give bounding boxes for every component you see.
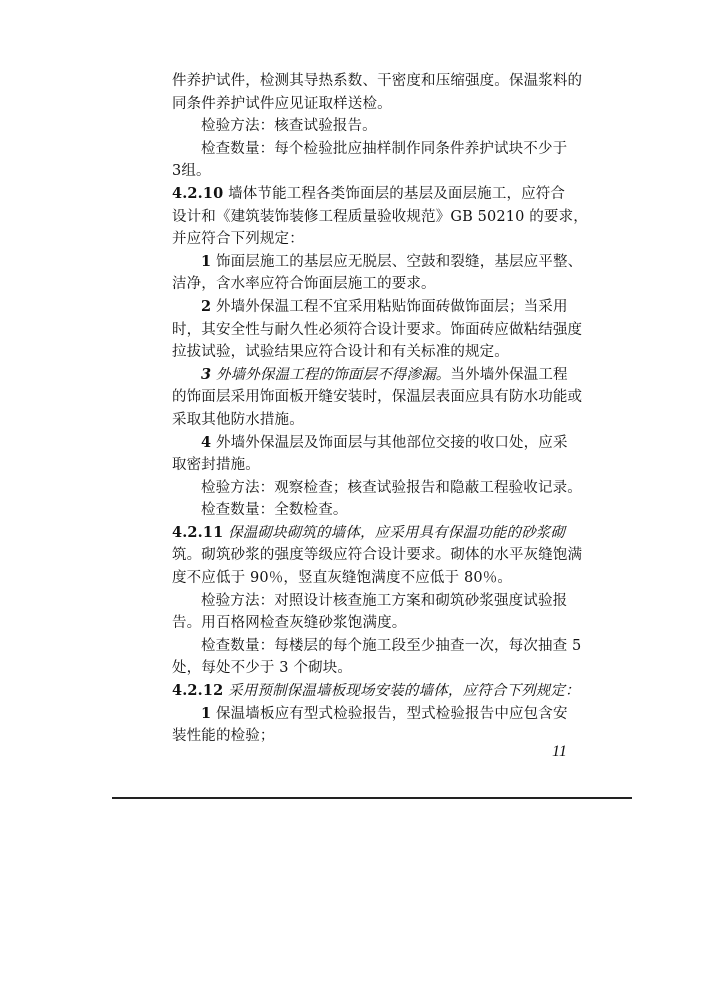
item-text: 外墙外保温层及饰面层与其他部位交接的收口处，应采 (211, 434, 568, 451)
text-line: 检验方法：对照设计核查施工方案和砌筑砂浆强度试验报 (201, 592, 568, 609)
clause-number: 4.2.11 (172, 523, 224, 541)
text-line: 检验方法：核查试验报告。 (201, 118, 377, 135)
clause-text: 墙体节能工程各类饰面层的基层及面层施工，应符合 (223, 185, 566, 202)
text-line: 时，其安全性与耐久性必须符合设计要求。饰面砖应做粘结强度 (172, 321, 583, 338)
text-line: 设计和《建筑装饰装修工程质量验收规范》GB 50210 的要求， (172, 208, 588, 225)
item-text: 外墙外保温工程不宜采用粘贴饰面砖做饰面层；当采用 (211, 298, 568, 315)
text-line: 装性能的检验； (172, 728, 275, 745)
text-line: 检查数量：每个检验批应抽样制作同条件养护试块不少于 (201, 140, 568, 157)
item-number: 1 (201, 252, 212, 270)
clause-4-2-12 (172, 680, 592, 703)
item-line (172, 703, 592, 726)
footer-rule (112, 797, 632, 799)
text-line: 拉拔试验，试验结果应符合设计和有关标准的规定。 (172, 344, 509, 361)
document-body (172, 70, 592, 748)
text-line: 3组。 (172, 163, 211, 180)
text-line: 告。用百格网检查灰缝砂浆饱满度。 (172, 615, 407, 632)
item-text: 保温墙板应有型式检验报告，型式检验报告中应包含安 (211, 705, 568, 722)
item-number: 1 (201, 704, 212, 722)
text-line: 并应符合下列规定： (172, 231, 304, 248)
text-line: 筑。砌筑砂浆的强度等级应符合设计要求。砌体的水平灰缝饱满 (172, 547, 583, 564)
text-line: 同条件养护试件应见证取样送检。 (172, 95, 392, 112)
clause-text: 保温砌块砌筑的墙体，应采用具有保温功能的砂浆砌 (223, 524, 566, 541)
item-line (172, 364, 592, 387)
clause-number: 4.2.12 (172, 682, 224, 700)
item-line (172, 251, 592, 274)
item-text: 当外墙外保温工程 (450, 366, 568, 383)
item-number: 2 (201, 297, 212, 315)
text-line: 的饰面层采用饰面板开缝安装时，保温层表面应具有防水功能或 (172, 389, 583, 406)
text-line: 洁净，含水率应符合饰面层施工的要求。 (172, 276, 436, 293)
item-text: 饰面层施工的基层应无脱层、空鼓和裂缝，基层应平整、 (211, 253, 583, 270)
text-line: 检查数量：全数检查。 (201, 502, 348, 519)
item-number: 3 (201, 365, 212, 383)
page-number: 11 (552, 743, 567, 760)
item-text-emphasis: 外墙外保温工程的饰面层不得渗漏。 (211, 366, 451, 383)
clause-4-2-11 (172, 522, 592, 545)
item-line (172, 296, 592, 319)
text-line: 件养护试件，检测其导热系数、干密度和压缩强度。保温浆料的 (172, 73, 583, 89)
text-line: 处，每处不少于 3 个砌块。 (172, 660, 353, 677)
item-line (172, 432, 592, 455)
text-line: 检查数量：每楼层的每个施工段至少抽查一次，每次抽查 5 (201, 637, 582, 654)
item-number: 4 (201, 433, 212, 451)
text-line: 检验方法：观察检查；核查试验报告和隐蔽工程验收记录。 (201, 479, 582, 496)
text-line: 采取其他防水措施。 (172, 411, 304, 428)
text-line: 取密封措施。 (172, 457, 260, 474)
clause-text: 采用预制保温墙板现场安装的墙体，应符合下列规定： (223, 683, 580, 700)
clause-number: 4.2.10 (172, 184, 224, 202)
clause-4-2-10 (172, 183, 592, 206)
text-line: 度不应低于 90％，竖直灰缝饱满度不应低于 80％。 (172, 570, 513, 587)
